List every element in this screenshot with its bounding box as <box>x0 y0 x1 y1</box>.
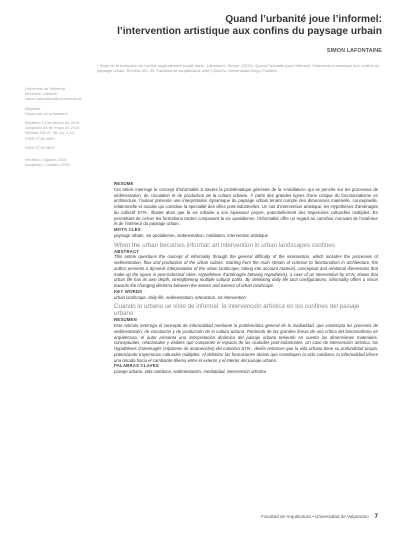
resumen-label: RESUMEN <box>114 317 137 323</box>
meta-line: Montréal, Canada <box>25 91 57 97</box>
resumen-text: Este artículo interroga el concepto de informalidad mediante la problemática general de la mediatidad, que contempla los procesos de sedimentación, de circulación y de producción de la cultura urbana. Partiendo de las grandes líneas de una crítica del funcionalismo en arquitectura, el autor presenta una interpretación dinámica del paisaje urbano teniendo en cuenta las dimensiones materiales, conceptuales, relacionales y visibles que componen el espacio de las ciudades post-industriales. Un caso de intervención artística, las Hypothèses d’aménagés (Hipótesis de amanecidas) del colectivo SYN-, deslía entonces que la vida urbana tiene su profundidad propia, potenciando trayectorias culturales múltiples. Al delimitar las formaciones tácitas que constituyen la vida cotidiana, la informalidad ofrece una mirada hacia el cambiante dilema entre el exterior y el interior del paisaje urbano. <box>114 323 378 363</box>
page-number: 7 <box>374 514 378 520</box>
meta-line: Magíster <box>25 105 41 111</box>
meta-line: Aceptado 08 de mayo de 2015 <box>25 125 80 131</box>
mots-cles-label: MOTS CLES <box>114 227 141 232</box>
abstract-label: ABSTRACT <box>114 248 140 254</box>
article-abstracts <box>114 181 378 375</box>
palabras-claves-label: PALABRAS CLAVES <box>114 363 159 369</box>
resume-label: RESUME <box>114 181 134 186</box>
title-line-2: l’intervention artistique aux confins du paysage urbain <box>117 26 382 37</box>
intro-note: * Texte de la traduction de l’article originalement publié dans : Lafontaine, Simon. (2015). Quand l’urbanité joue l’informel: l’intervention artistique aux confins du paysage urbain. Revista 180, 35. Facultad de Arquitectura, Arte y Diseño, Universidad Diego Portales. <box>97 63 380 73</box>
meta-dates <box>25 157 115 167</box>
meta-line: Recibido 13 de marzo de 2015 <box>25 120 80 126</box>
received-date: Recibido • Agosto 2015 <box>25 157 67 163</box>
page-footer <box>261 514 378 520</box>
author-name: SIMON LAFONTAINE <box>326 48 382 54</box>
footer-text: Facultad de Arquitectura • Universidad de Valparaíso <box>261 514 369 519</box>
spanish-title: Cuando lo urbano se viste de informal: la intervención artística en los confines del paisaje urbano <box>114 303 360 318</box>
meta-line: ISSN 0718-669X <box>25 144 56 150</box>
meta-line: ISSN 0718-2309 <box>25 135 55 141</box>
meta-line: Université de Montréal <box>25 86 66 91</box>
article-title <box>52 14 382 38</box>
abstract-text: This article questions the concept of informality through the general difficulty of the intersection, which includes the processes of sedimentation, flow and production of the urban culture. Starting from the main stream of criticism to functionalism in architecture, the author presents a dynamic interpretation of the urban landscape, taking into account material, conceptual and relational dimensions that make up the space in post-industrial cities. Hypothèses d’aménagés (Moving Hypothesis), a case of art intervention by SYN, shows that urban life has its own depth, strengthening multiple cultural paths. By delimiting daily life tacit configurations, informality offers a vision towards the changing dilemma between the interior and exterior of urban landscape. <box>114 254 378 288</box>
meta-line: Doctorant en urbanisme <box>25 110 68 116</box>
english-title: When the urban becomes informal: art intervention in urban landscapes confines <box>114 241 335 249</box>
palabras-claves-text: paisaje urbano, vida cotidiana, sedimentación, mediatidad, intervención artística <box>114 369 267 374</box>
meta-sidebar <box>25 86 115 167</box>
mots-cles-text: paysage urbain, vie quotidienne, sédimentation, médiation, intervention artistique <box>114 232 269 238</box>
resume-text: Cet article interroge le concept d’informalité à travers la problématique générale de la «médiation» qui se penche sur les processus de sédimentation, de circulation et de production de la culture urbaine. À partir des grandes lignes d’une critique du fonctionnalisme en architecture, l’auteur présente une interprétation dynamique du paysage urbain tenant compte des dimensions matérielle, conceptuelle, relationnelle et sociale qui constitue la spécialité des villes post-industrielles. Un cas d’intervention artistique, les Hypothèses d’aménagés du collectif SYN-, illustre alors que la vie urbaine a son épaisseur propre, potentiellement des trajectoires culturelles multiples. En permettant de cerner les formations tacites composant la vie quotidienne, l’informalité offre un regard au carrefour mouvant de l’extérieur et de l’intérieur du paysage urbain. <box>114 186 378 227</box>
meta-line: Revista 180 N° 36, pp. 1-12 <box>25 130 75 136</box>
accepted-date: Aceptado • Octubre 2015 <box>25 162 70 168</box>
title-line-1: Quand l’urbanité joue l’informel: <box>225 14 382 25</box>
key-words-text: urban landscape, daily life, sedimentation, interaction, art intervention <box>114 294 246 300</box>
meta-line: simon.lafontaine@umontreal.ca <box>25 96 82 102</box>
key-words-label: KEY WORDS <box>114 288 143 294</box>
